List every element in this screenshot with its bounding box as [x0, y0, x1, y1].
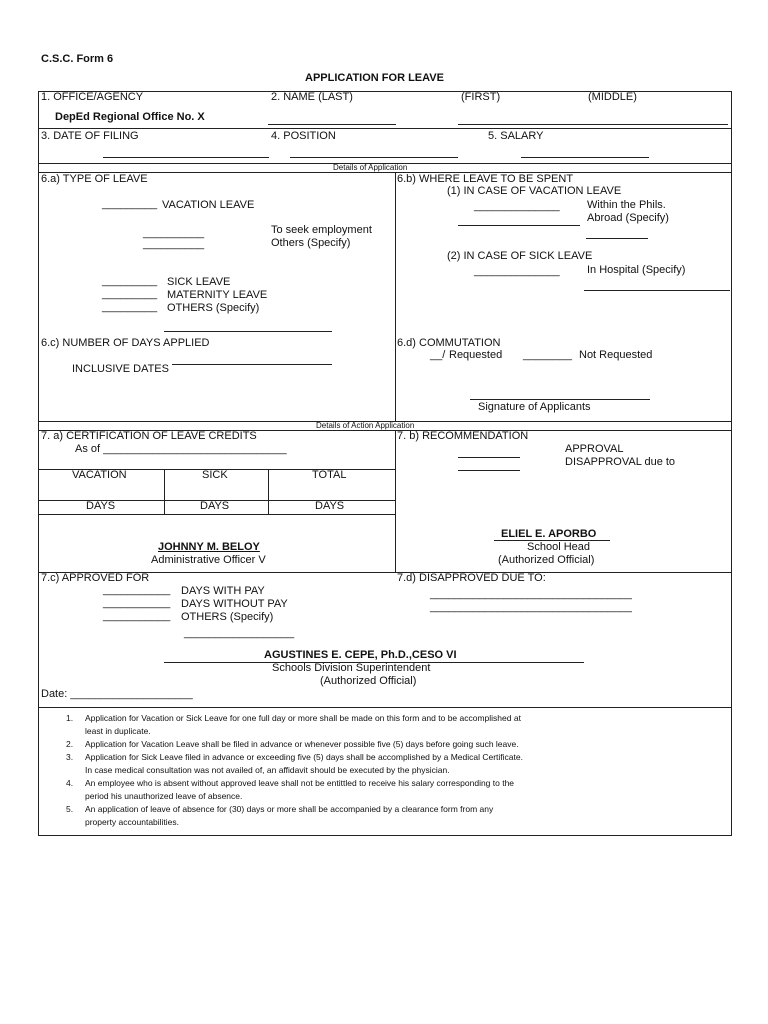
disapproved-reason-line[interactable]: _________________________________ [430, 601, 632, 613]
requested-label: Requested [449, 349, 503, 361]
not-requested-blank[interactable]: ________ [523, 349, 572, 361]
note-text: Application for Vacation Leave shall be filed in advance or whenever possible five (5) days before going such leave. [85, 739, 519, 749]
total-header: TOTAL [312, 469, 347, 481]
note-text: An employee who is absent without approved leave shall not be entittled to receive his salary corresponding to the [85, 778, 515, 788]
sick-days[interactable]: DAYS [200, 500, 230, 512]
note-text: Application for Vacation or Sick Leave for one full day or more shall be made on this form and to be accomplished at [85, 713, 521, 723]
seek-employment-blank[interactable]: __________ [143, 227, 205, 239]
column-divider [395, 172, 396, 421]
approved-others-field[interactable]: __________________ [184, 627, 295, 639]
others-leave-label: OTHERS (Specify) [167, 302, 260, 314]
note-number: 4. [66, 778, 74, 788]
recommending-official-title: School Head [527, 541, 590, 553]
others-leave-blank[interactable]: _________ [102, 301, 158, 313]
approval-label: APPROVAL [565, 443, 624, 455]
note-text: period his unauthorized leave of absence. [85, 791, 243, 801]
vacation-days[interactable]: DAYS [86, 500, 116, 512]
hospital-specify-field[interactable] [584, 290, 730, 291]
note-text: In case medical consultation was not availed of, an affidavit should be executed by the physician. [85, 765, 450, 775]
disapproved-label: 7.d) DISAPPROVED DUE TO: [397, 572, 546, 584]
certifying-officer-title: Administrative Officer V [151, 554, 266, 566]
inclusive-dates-label: INCLUSIVE DATES [72, 363, 169, 375]
approved-others-label: OTHERS (Specify) [181, 611, 274, 623]
approval-blank[interactable] [458, 457, 520, 458]
approved-others-blank[interactable]: ___________ [103, 610, 171, 622]
inclusive-dates-field[interactable] [172, 364, 332, 365]
days-without-pay-blank[interactable]: ___________ [103, 597, 171, 609]
name-last-field[interactable] [268, 124, 396, 125]
leave-type-label: 6.a) TYPE OF LEAVE [41, 173, 148, 185]
hospital-blank[interactable]: ______________ [474, 265, 560, 277]
vacation-header: VACATION [72, 469, 127, 481]
maternity-leave-blank[interactable]: _________ [102, 288, 158, 300]
note-number: 2. [66, 739, 74, 749]
name-middle-label: (MIDDLE) [588, 91, 637, 103]
note-text: Application for Sick Leave filed in advance or exceeding five (5) days shall be accomplished by a Medical Certificate. [85, 752, 523, 762]
vacation-leave-label: VACATION LEAVE [162, 199, 255, 211]
days-with-pay-label: DAYS WITH PAY [181, 585, 265, 597]
filing-label: 3. DATE OF FILING [41, 130, 139, 142]
hospital-label: In Hospital (Specify) [587, 264, 686, 276]
form-title: APPLICATION FOR LEAVE [305, 72, 444, 84]
certifying-officer-name: JOHNNY M. BELOY [158, 541, 260, 553]
sick-header: SICK [202, 469, 228, 481]
vacation-leave-blank[interactable]: _________ [102, 198, 158, 210]
note-text: least in duplicate. [85, 726, 151, 736]
approved-for-label: 7.c) APPROVED FOR [41, 572, 150, 584]
divider [38, 707, 732, 708]
maternity-leave-label: MATERNITY LEAVE [167, 289, 268, 301]
sick-leave-blank[interactable]: _________ [102, 275, 158, 287]
recommendation-label: 7. b) RECOMMENDATION [397, 430, 529, 442]
days-with-pay-blank[interactable]: ___________ [103, 584, 171, 596]
others-specify-blank[interactable]: __________ [143, 238, 205, 250]
note-text: An application of leave of absence for (30) days or more shall be accompanied by a clearance form from any [85, 804, 494, 814]
superintendent-title: Schools Division Superintendent [272, 662, 431, 674]
seek-employment-label: To seek employment [271, 224, 372, 236]
position-label: 4. POSITION [271, 130, 336, 142]
sick-case-label: (2) IN CASE OF SICK LEAVE [447, 250, 593, 262]
as-of-field[interactable]: As of ______________________________ [75, 443, 287, 455]
form-number: C.S.C. Form 6 [41, 53, 114, 65]
credits-table-border [38, 514, 395, 515]
sick-leave-label: SICK LEAVE [167, 276, 231, 288]
name-first-middle-field[interactable] [458, 124, 728, 125]
applicant-signature-field[interactable] [470, 399, 650, 400]
superintendent-name: AGUSTINES E. CEPE, Ph.D.,CESO VI [264, 649, 457, 661]
total-days[interactable]: DAYS [315, 500, 345, 512]
others-specify-label: Others (Specify) [271, 237, 351, 249]
applicant-signature-label: Signature of Applicants [478, 401, 591, 413]
requested-blank[interactable]: __/ [430, 349, 446, 361]
days-applied-label: 6.c) NUMBER OF DAYS APPLIED [41, 337, 210, 349]
section-heading: Details of Application [333, 163, 408, 172]
credits-table-border [268, 469, 269, 514]
where-spent-label: 6.b) WHERE LEAVE TO BE SPENT [397, 173, 574, 185]
position-field[interactable] [290, 157, 458, 158]
salary-label: 5. SALARY [488, 130, 544, 142]
others-leave-field[interactable] [164, 331, 332, 332]
note-text: property accountabilities. [85, 817, 180, 827]
disapproval-blank[interactable] [458, 470, 520, 471]
days-without-pay-label: DAYS WITHOUT PAY [181, 598, 288, 610]
within-phils-blank[interactable]: ______________ [474, 200, 560, 212]
credits-table-border [164, 469, 165, 514]
abroad-blank[interactable] [458, 225, 580, 226]
commutation-label: 6.d) COMMUTATION [397, 337, 501, 349]
recommending-official-name: ELIEL E. APORBO [501, 528, 597, 540]
note-number: 5. [66, 804, 74, 814]
recommending-official-role: (Authorized Official) [498, 554, 595, 566]
within-phils-label: Within the Phils. [587, 199, 666, 211]
leave-credits-label: 7. a) CERTIFICATION OF LEAVE CREDITS [41, 430, 257, 442]
abroad-specify-field[interactable] [586, 238, 648, 239]
abroad-label: Abroad (Specify) [587, 212, 669, 224]
superintendent-role: (Authorized Official) [320, 675, 417, 687]
salary-field[interactable] [521, 157, 649, 158]
disapproval-label: DISAPPROVAL due to [565, 456, 676, 468]
divider [38, 128, 732, 129]
not-requested-label: Not Requested [579, 349, 653, 361]
office-label: 1. OFFICE/AGENCY [41, 91, 144, 103]
filing-field[interactable] [103, 157, 269, 158]
office-value[interactable]: DepEd Regional Office No. X [55, 111, 205, 123]
column-divider [395, 430, 396, 572]
disapproved-reason-line[interactable]: _________________________________ [430, 588, 632, 600]
name-first-label: (FIRST) [461, 91, 501, 103]
note-number: 1. [66, 713, 74, 723]
vacation-case-label: (1) IN CASE OF VACATION LEAVE [447, 185, 622, 197]
name-last-label: 2. NAME (LAST) [271, 91, 353, 103]
section-heading: Details of Action Application [316, 421, 415, 430]
date-field[interactable]: Date: ____________________ [41, 688, 193, 700]
note-number: 3. [66, 752, 74, 762]
